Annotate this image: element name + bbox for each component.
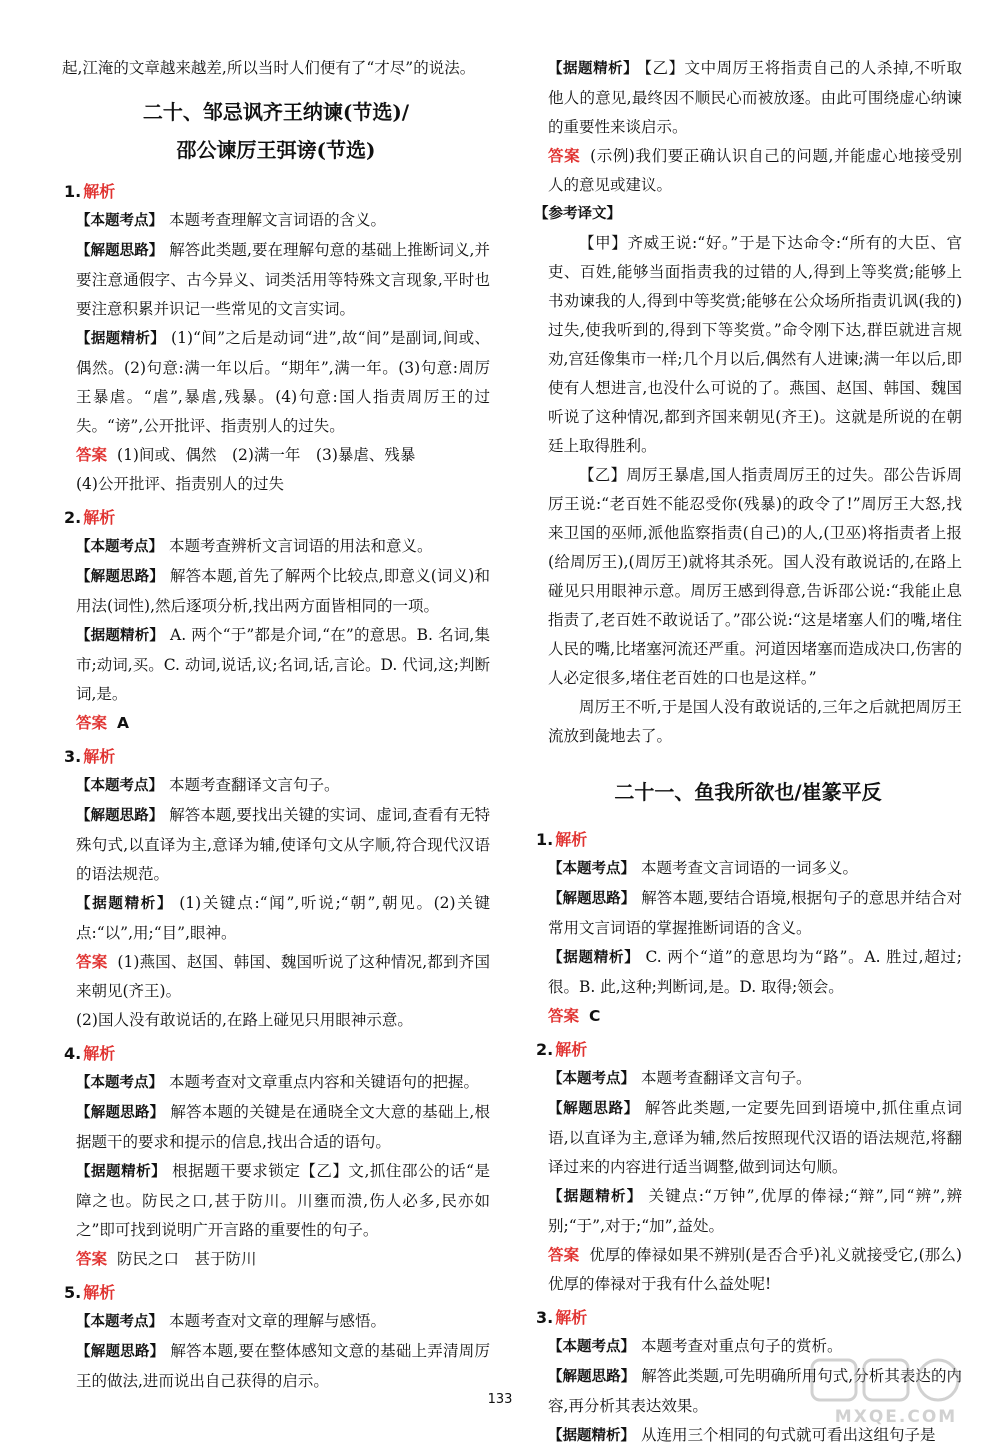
question-1-body bbox=[62, 206, 490, 499]
analysis-label: 解析 bbox=[83, 1044, 116, 1063]
silu-text: 解答本题,要找出关键的实词、虚词,查看有无特殊句式,以直译为主,意译为辅,使译句文从字顺,符合现代汉语的语法规范。 bbox=[76, 806, 491, 883]
analysis-label: 解析 bbox=[83, 747, 116, 766]
jingxi-tag: 【据题精析】 bbox=[76, 628, 165, 644]
silu-text: 解答此类题,要在理解句意的基础上推断词义,并要注意通假字、古今异义、词类活用等特殊文言现象,平时也要注意积累并识记一些常见的文言实词。 bbox=[76, 241, 491, 318]
question-2-heading bbox=[536, 1035, 962, 1064]
answer-label: 答案 bbox=[76, 714, 108, 732]
jingxi-text: C. 两个“道”的意思均为“路”。A. 胜过,超过;很。B. 此,这种;判断词,是。D. 取得;领会。 bbox=[548, 948, 962, 996]
kaodian-text: 本题考查翻译文言句子。 bbox=[169, 776, 340, 794]
analysis-label: 解析 bbox=[83, 1283, 116, 1302]
jingxi-text: 【乙】文中周厉王将指责自己的人杀掉,不听取他人的意见,最终因不顺民心而被放逐。由此可围绕虚心纳谏的重要性来谈启示。 bbox=[548, 59, 962, 136]
question-number: 3. bbox=[64, 747, 82, 766]
question-3-body bbox=[62, 771, 490, 1035]
answer-text: (1)间或、偶然 (2)满一年 (3)暴虐、残暴 bbox=[117, 446, 416, 464]
silu-text: 解答本题的关键是在通晓全文大意的基础上,根据题干的要求和提示的信息,找出合适的语句。 bbox=[76, 1103, 490, 1151]
answer-text: (示例)我们要正确认识自己的问题,并能虚心地接受别人的意见或建议。 bbox=[548, 147, 962, 194]
question-5-body bbox=[62, 1307, 490, 1396]
question-number: 1. bbox=[536, 830, 554, 849]
jingxi-text: (1)关键点:“闻”,听说;“朝”,朝见。(2)关键点:“以”,用;“目”,眼神。 bbox=[76, 894, 490, 942]
kaodian-text: 本题考查对重点句子的赏析。 bbox=[641, 1337, 843, 1355]
question-number: 1. bbox=[64, 182, 82, 201]
answer-label: 答案 bbox=[76, 446, 108, 464]
answer-text: 优厚的俸禄如果不辨别(是否合乎)礼义就接受它,(那么)优厚的俸禄对于我有什么益处呢! bbox=[548, 1246, 962, 1293]
kaodian-tag: 【本题考点】 bbox=[76, 539, 163, 555]
kaodian-text: 本题考查对文章重点内容和关键语句的把握。 bbox=[169, 1073, 480, 1091]
answer-2 bbox=[548, 1241, 962, 1299]
left-column bbox=[62, 54, 490, 1396]
silu-text: 解答本题,要在整体感知文意的基础上弄清周厉王的做法,进而说出自己获得的启示。 bbox=[76, 1342, 490, 1390]
jingxi-text: 从连用三个相同的句式就可看出这组句子是 bbox=[641, 1426, 936, 1444]
reference-yi-1: 【乙】周厉王暴虐,国人指责周厉王的过失。邵公告诉周厉王说:“老百姓不能忍受你(残暴)的政令了!”周厉王大怒,找来卫国的巫师,派他监察指责(自己)的人,(卫巫)将指责者上报(给周厉王),(周厉王)就将其杀死。国人没有敢说话的,在路上碰见只用眼神示意。周厉王感到得意,告诉邵公说:“我能止息指责了,老百姓不敢说话了。”邵公说:“这是堵塞人们的嘴,堵住人民的嘴,比堵塞河流还严重。河道因堵塞而造成决口,伤害的人必定很多,堵住老百姓的口也是这样。” bbox=[548, 466, 962, 687]
question-4-heading bbox=[64, 1039, 490, 1068]
kaodian-tag: 【本题考点】 bbox=[548, 861, 635, 877]
answer-label: 答案 bbox=[76, 953, 108, 971]
analysis-label: 解析 bbox=[83, 508, 116, 527]
jingxi-text: (1)“间”之后是动词“进”,故“间”是副词,间或、偶然。(2)句意:满一年以后。“期年”,满一年。(3)句意:周厉王暴虐。“虐”,暴虐,残暴。(4)句意:国人指责周厉王的过失。“谤”,公开批评、指责别人的过失。 bbox=[76, 329, 490, 435]
answer-2 bbox=[76, 709, 490, 738]
answer-4 bbox=[76, 1245, 490, 1274]
question-5-heading bbox=[64, 1278, 490, 1307]
silu-tag: 【解题思路】 bbox=[76, 808, 164, 824]
silu-text: 解答此类题,一定要先回到语境中,抓住重点词语,以直译为主,意译为辅,然后按照现代汉语的语法规范,将翻译过来的内容进行适当调整,做到词达句顺。 bbox=[548, 1099, 962, 1176]
reference-translation bbox=[534, 200, 962, 751]
jingxi-tag: 【据题精析】 bbox=[548, 1428, 635, 1444]
answer-1 bbox=[548, 1002, 962, 1031]
answer-text: (1)燕国、赵国、韩国、魏国听说了这种情况,都到齐国来朝见(齐王)。 bbox=[76, 953, 490, 1000]
reference-jia: 【甲】齐威王说:“好。”于是下达命令:“所有的大臣、官吏、百姓,能够当面指责我的过错的人,得到上等奖赏;能够上书劝谏我的人,得到中等奖赏;能够在公众场所指责讥讽(我的)过失,使我听到的,得到下等奖赏。”命令刚下达,群臣就进言规劝,宫廷像集市一样;几个月以后,偶然有人进谏;满一年以后,即使有人想进言,也没什么可说的了。燕国、赵国、韩国、魏国听说了这种情况,都到齐国来朝见(齐王)。这就是所说的在朝廷上取得胜利。 bbox=[548, 234, 962, 455]
intro-text: 起,江淹的文章越来越差,所以当时人们便有了“才尽”的说法。 bbox=[62, 59, 476, 77]
analysis-label: 解析 bbox=[555, 830, 588, 849]
question-3-heading bbox=[64, 742, 490, 771]
kaodian-text: 本题考查翻译文言句子。 bbox=[641, 1069, 812, 1087]
question-number: 5. bbox=[64, 1283, 82, 1302]
jingxi-text: A. 两个“于”都是介词,“在”的意思。B. 名词,集市;动词,买。C. 动词,说话,议;名词,话,言论。D. 代词,这;判断词,是。 bbox=[76, 626, 491, 703]
section-title-20 bbox=[62, 93, 490, 169]
silu-text: 解答本题,要结合语境,根据句子的意思并结合对常用文言词语的掌握推断词语的含义。 bbox=[548, 889, 963, 937]
answer-text: 防民之口 甚于防川 bbox=[117, 1250, 257, 1268]
silu-tag: 【解题思路】 bbox=[76, 1105, 165, 1121]
kaodian-text: 本题考查辨析文言词语的用法和意义。 bbox=[169, 537, 433, 555]
section-title-line2: 邵公谏厉王弭谤(节选) bbox=[176, 138, 376, 162]
kaodian-tag: 【本题考点】 bbox=[76, 1314, 163, 1330]
question-2-body bbox=[62, 532, 490, 738]
question-5-body-cont bbox=[534, 54, 962, 200]
question-number: 3. bbox=[536, 1308, 554, 1327]
jingxi-tag: 【据题精析】 bbox=[76, 1164, 167, 1180]
kaodian-tag: 【本题考点】 bbox=[76, 778, 163, 794]
jingxi-tag: 【据题精析】 bbox=[548, 950, 640, 966]
question-2-body bbox=[534, 1064, 962, 1299]
kaodian-tag: 【本题考点】 bbox=[76, 213, 163, 229]
question-4-body bbox=[62, 1068, 490, 1274]
section-title-21: 二十一、鱼我所欲也/崔篆平反 bbox=[614, 780, 882, 804]
kaodian-tag: 【本题考点】 bbox=[548, 1339, 635, 1355]
question-1-heading bbox=[536, 825, 962, 854]
answer-5 bbox=[548, 142, 962, 200]
question-3-heading bbox=[536, 1303, 962, 1332]
analysis-label: 解析 bbox=[83, 182, 116, 201]
jingxi-tag: 【据题精析】 bbox=[548, 61, 639, 77]
question-1-body bbox=[534, 854, 962, 1031]
right-column bbox=[534, 54, 962, 1451]
answer-1-cont: (4)公开批评、指责别人的过失 bbox=[76, 475, 284, 493]
kaodian-tag: 【本题考点】 bbox=[76, 1075, 163, 1091]
silu-text: 解答此类题,可先明确所用句式,分析其表达的内容,再分析其表达效果。 bbox=[548, 1367, 963, 1415]
section-title-line1: 二十、邹忌讽齐王纳谏(节选)/ bbox=[142, 100, 410, 124]
question-1-heading bbox=[64, 177, 490, 206]
silu-tag: 【解题思路】 bbox=[76, 243, 164, 259]
answer-label: 答案 bbox=[76, 1250, 108, 1268]
silu-tag: 【解题思路】 bbox=[548, 891, 636, 907]
question-2-heading bbox=[64, 503, 490, 532]
jingxi-text: 关键点:“万钟”,优厚的俸禄;“辩”,同“辨”,辨别;“于”,对于;“加”,益处。 bbox=[548, 1187, 962, 1235]
silu-tag: 【解题思路】 bbox=[548, 1101, 639, 1117]
svg-text:MXQE.COM: MXQE.COM bbox=[834, 1407, 958, 1427]
reference-yi-2: 周厉王不听,于是国人没有敢说话的,三年之后就把周厉王流放到彘地去了。 bbox=[548, 698, 962, 745]
answer-label: 答案 bbox=[548, 1007, 580, 1025]
kaodian-tag: 【本题考点】 bbox=[548, 1071, 635, 1087]
silu-tag: 【解题思路】 bbox=[76, 1344, 165, 1360]
silu-text: 解答本题,首先了解两个比较点,即意义(词义)和用法(词性),然后逐项分析,找出两方面皆相同的一项。 bbox=[76, 567, 491, 615]
answer-text: A bbox=[117, 714, 130, 732]
answer-3-cont: (2)国人没有敢说话的,在路上碰见只用眼神示意。 bbox=[76, 1011, 413, 1029]
jingxi-tag: 【据题精析】 bbox=[548, 1189, 643, 1205]
analysis-label: 解析 bbox=[555, 1040, 588, 1059]
question-number: 2. bbox=[536, 1040, 554, 1059]
answer-text: C bbox=[589, 1007, 601, 1025]
answer-3 bbox=[76, 948, 490, 1006]
jingxi-text: 根据题干要求锁定【乙】文,抓住邵公的话“是障之也。防民之口,甚于防川。川壅而溃,伤人必多,民亦如之”即可找到说明广开言路的重要性的句子。 bbox=[76, 1162, 491, 1239]
watermark-logo bbox=[808, 1356, 986, 1428]
answer-1 bbox=[76, 441, 490, 470]
page-number: 133 bbox=[487, 1392, 513, 1407]
kaodian-text: 本题考查文言词语的一词多义。 bbox=[641, 859, 859, 877]
silu-tag: 【解题思路】 bbox=[548, 1369, 636, 1385]
reference-label: 【参考译文】 bbox=[534, 206, 621, 222]
jingxi-tag: 【据题精析】 bbox=[76, 331, 166, 347]
answer-label: 答案 bbox=[548, 147, 581, 165]
jingxi-tag: 【据题精析】 bbox=[76, 896, 174, 912]
answer-label: 答案 bbox=[548, 1246, 580, 1264]
question-number: 4. bbox=[64, 1044, 82, 1063]
kaodian-text: 本题考查对文章的理解与感悟。 bbox=[169, 1312, 387, 1330]
analysis-label: 解析 bbox=[555, 1308, 588, 1327]
question-number: 2. bbox=[64, 508, 82, 527]
kaodian-text: 本题考查理解文言词语的含义。 bbox=[169, 211, 387, 229]
silu-tag: 【解题思路】 bbox=[76, 569, 164, 585]
